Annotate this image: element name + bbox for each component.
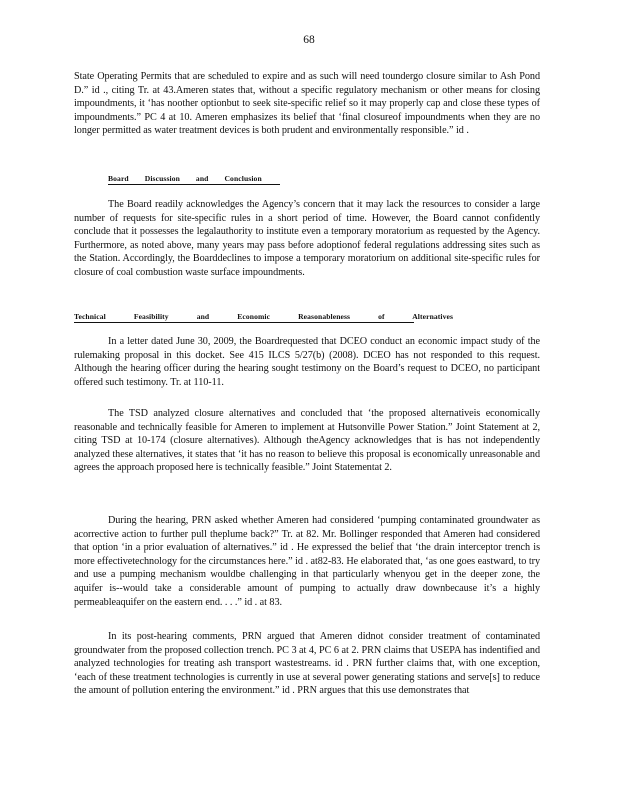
- paragraph-prn-pumping: [74, 514, 540, 609]
- heading-technical-feasibility: Technical Feasibility and Economic Reasonableness of Alternatives: [74, 312, 454, 321]
- paragraph-tsd-closure: [74, 407, 540, 475]
- paragraph-text: The Board readily acknowledges the Agency’s concern that it may lack the resources to consider a large number of requests for site-specific rules in a short period of time. However, the Board cannot confidently conclude that it possesses the legalauthority to institute even a temporary moratorium as requested by the Agency. Furthermore, as noted above, many years may pass before adoptionof federal regulations addressing sites such as the Station. Accordingly, the Boarddeclines to impose a temporary moratorium on additional site-specific rules for closure of coal combustion waste surface impoundments.: [74, 199, 540, 278]
- heading-board-discussion: Board Discussion and Conclusion: [108, 174, 280, 185]
- paragraph-text: During the hearing, PRN asked whether Ameren had considered ‘pumping contaminated groundwater as acorrective action to further pull theplume back?” Tr. at 82. Mr. Bollinger responded that Ameren had considered that option ‘in a prior evaluation of alternatives.” id . He expressed the belief that ‘the drain interceptor trench is more effectivetechnology for the circumstances here.” id . at82-83. He elaborated that, ‘as one goes eastward, to try and use a pumping mechanism wouldbe challenging in that particularly whenyou get in the deeper zone, the aquifer is--would take a considerable amount of pumping to actually draw downbecause it’s a highly permeableaquifer on the eastern end. . . .” id . at 83.: [74, 515, 540, 608]
- paragraph-economic-study: [74, 335, 540, 389]
- page-number: 68: [303, 34, 315, 46]
- paragraph-ameren-closure: [74, 70, 540, 138]
- paragraph-board-moratorium: [74, 198, 540, 280]
- paragraph-text: In a letter dated June 30, 2009, the Boardrequested that DCEO conduct an economic impact study of the rulemaking proposal in this docket. See 415 ILCS 5/27(b) (2008). DCEO has not responded to this request. Although the hearing officer during the hearing sought testimony on the Board’s request to DCEO, no participant offered such testimony. Tr. at 110-11.: [74, 336, 540, 388]
- paragraph-prn-treatment: [74, 630, 540, 698]
- paragraph-text: State Operating Permits that are scheduled to expire and as such will need toundergo closure similar to Ash Pond D.” id ., citing Tr. at 43.Ameren states that, without a specific regulatory mechanism or other means for closing impoundments, it ‘has noother optionbut to seek site-specific relief so it may properly cap and close these types of impoundments.” PC 4 at 10. Ameren emphasizes its belief that ‘final closureof impoundments when they are no longer permitted as water treatment devices is both prudent and environmentally responsible.” id .: [74, 71, 540, 137]
- paragraph-text: The TSD analyzed closure alternatives and concluded that ‘the proposed alternativeis economically reasonable and technically feasible for Ameren to implement at Hutsonville Power Station.” Joint Statement at 2, citing TSD at 10-174 (closure alternatives). Although theAgency acknowledges that is has not independently analyzed these alternatives, it states that ‘it has no reason to believe this proposal is economically unreasonable and agrees the approach proposed here is technically feasible.” Joint Statementat 2.: [74, 408, 540, 474]
- paragraph-text: In its post-hearing comments, PRN argued that Ameren didnot consider treatment of contaminated groundwater from the proposed collection trench. PC 3 at 4, PC 6 at 2. PRN claims that USEPA has indentified and analyzed technologies for treating ash transport wastestreams. id . PRN further claims that, with one exception, ‘each of these treatment technologies is currently in use at several power generating stations and serve[s] to reduce the amount of pollution entering the environment.” id . PRN argues that this use demonstrates that: [74, 631, 540, 697]
